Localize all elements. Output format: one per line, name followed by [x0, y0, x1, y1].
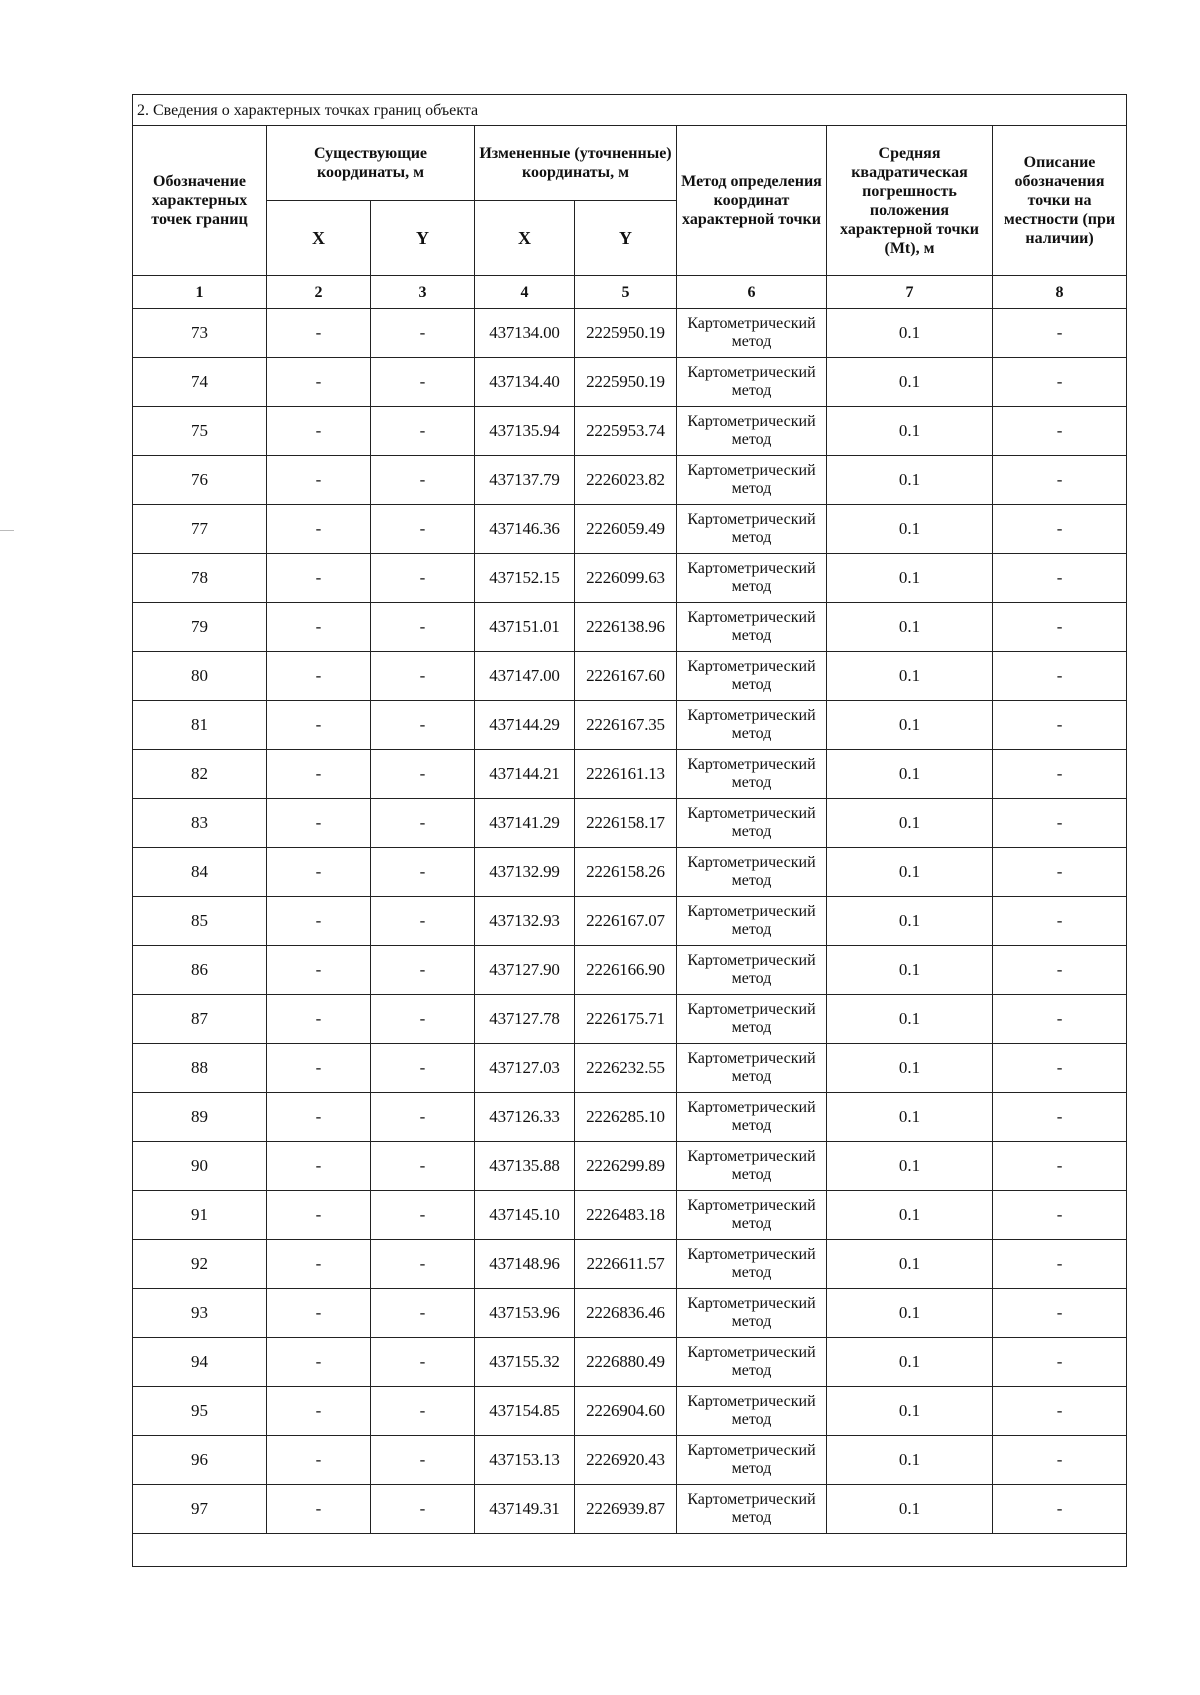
- description-cell: -: [993, 1436, 1127, 1485]
- changed-x-cell: 437148.96: [475, 1240, 575, 1289]
- changed-y-cell: 2226161.13: [575, 750, 677, 799]
- error-cell: 0.1: [827, 505, 993, 554]
- header-point-designation: Обозначение характерных точек границ: [133, 126, 267, 276]
- error-cell: 0.1: [827, 1387, 993, 1436]
- changed-x-cell: 437137.79: [475, 456, 575, 505]
- error-cell: 0.1: [827, 652, 993, 701]
- existing-y-cell: -: [371, 1191, 475, 1240]
- error-cell: 0.1: [827, 554, 993, 603]
- changed-y-cell: 2226299.89: [575, 1142, 677, 1191]
- existing-x-cell: -: [267, 946, 371, 995]
- changed-x-cell: 437132.99: [475, 848, 575, 897]
- method-cell: Картометрический метод: [677, 554, 827, 603]
- point-id-cell: 93: [133, 1289, 267, 1338]
- table-row: [133, 1191, 1127, 1240]
- existing-y-cell: -: [371, 1436, 475, 1485]
- changed-y-cell: 2226836.46: [575, 1289, 677, 1338]
- error-cell: 0.1: [827, 358, 993, 407]
- existing-y-cell: -: [371, 358, 475, 407]
- method-cell: Картометрический метод: [677, 1093, 827, 1142]
- method-cell: Картометрический метод: [677, 1142, 827, 1191]
- table-row: [133, 456, 1127, 505]
- changed-x-cell: 437149.31: [475, 1485, 575, 1534]
- method-cell: Картометрический метод: [677, 456, 827, 505]
- existing-y-cell: -: [371, 407, 475, 456]
- existing-y-cell: -: [371, 554, 475, 603]
- point-id-cell: 75: [133, 407, 267, 456]
- point-id-cell: 78: [133, 554, 267, 603]
- changed-x-cell: 437134.00: [475, 309, 575, 358]
- description-cell: -: [993, 750, 1127, 799]
- table-row: [133, 1338, 1127, 1387]
- error-cell: 0.1: [827, 701, 993, 750]
- boundary-points-table: [132, 94, 1127, 1567]
- method-cell: Картометрический метод: [677, 1436, 827, 1485]
- point-id-cell: 77: [133, 505, 267, 554]
- table-row: [133, 946, 1127, 995]
- description-cell: -: [993, 1191, 1127, 1240]
- existing-y-cell: -: [371, 799, 475, 848]
- table-caption: 2. Сведения о характерных точках границ объекта: [133, 95, 1127, 126]
- point-id-cell: 81: [133, 701, 267, 750]
- existing-y-cell: -: [371, 946, 475, 995]
- existing-x-cell: -: [267, 1485, 371, 1534]
- point-id-cell: 83: [133, 799, 267, 848]
- method-cell: Картометрический метод: [677, 1289, 827, 1338]
- existing-x-cell: -: [267, 848, 371, 897]
- existing-x-cell: -: [267, 603, 371, 652]
- table-row: [133, 1044, 1127, 1093]
- description-cell: -: [993, 652, 1127, 701]
- point-id-cell: 76: [133, 456, 267, 505]
- method-cell: Картометрический метод: [677, 407, 827, 456]
- existing-x-cell: -: [267, 995, 371, 1044]
- changed-y-cell: 2226059.49: [575, 505, 677, 554]
- table-row: [133, 407, 1127, 456]
- method-cell: Картометрический метод: [677, 358, 827, 407]
- method-cell: Картометрический метод: [677, 701, 827, 750]
- changed-x-cell: 437127.90: [475, 946, 575, 995]
- table-row: [133, 1142, 1127, 1191]
- changed-y-cell: 2226611.57: [575, 1240, 677, 1289]
- table-row: [133, 309, 1127, 358]
- description-cell: -: [993, 1240, 1127, 1289]
- description-cell: -: [993, 407, 1127, 456]
- existing-x-cell: -: [267, 897, 371, 946]
- point-id-cell: 85: [133, 897, 267, 946]
- error-cell: 0.1: [827, 1240, 993, 1289]
- changed-y-cell: 2226167.60: [575, 652, 677, 701]
- column-number: 6: [677, 276, 827, 309]
- description-cell: -: [993, 1142, 1127, 1191]
- method-cell: Картометрический метод: [677, 603, 827, 652]
- changed-y-cell: 2226158.26: [575, 848, 677, 897]
- description-cell: -: [993, 1289, 1127, 1338]
- point-id-cell: 90: [133, 1142, 267, 1191]
- method-cell: Картометрический метод: [677, 799, 827, 848]
- changed-x-cell: 437154.85: [475, 1387, 575, 1436]
- changed-y-cell: 2226285.10: [575, 1093, 677, 1142]
- method-cell: Картометрический метод: [677, 505, 827, 554]
- changed-y-cell: 2226904.60: [575, 1387, 677, 1436]
- description-cell: -: [993, 554, 1127, 603]
- changed-y-cell: 2226167.35: [575, 701, 677, 750]
- description-cell: -: [993, 1387, 1127, 1436]
- header-changed-x: X: [475, 201, 575, 276]
- existing-y-cell: -: [371, 652, 475, 701]
- description-cell: -: [993, 358, 1127, 407]
- changed-y-cell: 2226138.96: [575, 603, 677, 652]
- method-cell: Картометрический метод: [677, 1240, 827, 1289]
- header-description: Описание обозначения точки на местности (при наличии): [993, 126, 1127, 276]
- table-row: [133, 1240, 1127, 1289]
- changed-y-cell: 2226023.82: [575, 456, 677, 505]
- method-cell: Картометрический метод: [677, 848, 827, 897]
- description-cell: -: [993, 456, 1127, 505]
- error-cell: 0.1: [827, 946, 993, 995]
- existing-y-cell: -: [371, 750, 475, 799]
- changed-x-cell: 437151.01: [475, 603, 575, 652]
- point-id-cell: 80: [133, 652, 267, 701]
- changed-x-cell: 437135.94: [475, 407, 575, 456]
- point-id-cell: 97: [133, 1485, 267, 1534]
- point-id-cell: 91: [133, 1191, 267, 1240]
- table-row: [133, 1093, 1127, 1142]
- table-row: [133, 554, 1127, 603]
- point-id-cell: 84: [133, 848, 267, 897]
- column-number: 7: [827, 276, 993, 309]
- description-cell: -: [993, 799, 1127, 848]
- changed-x-cell: 437127.03: [475, 1044, 575, 1093]
- point-id-cell: 92: [133, 1240, 267, 1289]
- existing-x-cell: -: [267, 1142, 371, 1191]
- table-body: [133, 309, 1127, 1534]
- changed-y-cell: 2226158.17: [575, 799, 677, 848]
- existing-x-cell: -: [267, 358, 371, 407]
- existing-x-cell: -: [267, 652, 371, 701]
- existing-y-cell: -: [371, 848, 475, 897]
- point-id-cell: 74: [133, 358, 267, 407]
- error-cell: 0.1: [827, 1191, 993, 1240]
- point-id-cell: 95: [133, 1387, 267, 1436]
- description-cell: -: [993, 1044, 1127, 1093]
- point-id-cell: 73: [133, 309, 267, 358]
- point-id-cell: 96: [133, 1436, 267, 1485]
- point-id-cell: 82: [133, 750, 267, 799]
- point-id-cell: 87: [133, 995, 267, 1044]
- existing-y-cell: -: [371, 456, 475, 505]
- error-cell: 0.1: [827, 848, 993, 897]
- error-cell: 0.1: [827, 799, 993, 848]
- existing-x-cell: -: [267, 1044, 371, 1093]
- table-row: [133, 1387, 1127, 1436]
- changed-y-cell: 2226920.43: [575, 1436, 677, 1485]
- changed-y-cell: 2225950.19: [575, 358, 677, 407]
- column-numbers-row: [133, 276, 1127, 309]
- header-changed-coordinates: Измененные (уточненные) координаты, м: [475, 126, 677, 201]
- existing-y-cell: -: [371, 1338, 475, 1387]
- existing-x-cell: -: [267, 750, 371, 799]
- table-row: [133, 701, 1127, 750]
- changed-x-cell: 437147.00: [475, 652, 575, 701]
- header-existing-y: Y: [371, 201, 475, 276]
- point-id-cell: 94: [133, 1338, 267, 1387]
- table-row: [133, 652, 1127, 701]
- method-cell: Картометрический метод: [677, 309, 827, 358]
- column-number: 1: [133, 276, 267, 309]
- description-cell: -: [993, 603, 1127, 652]
- changed-x-cell: 437132.93: [475, 897, 575, 946]
- changed-x-cell: 437152.15: [475, 554, 575, 603]
- existing-y-cell: -: [371, 1485, 475, 1534]
- table-row: [133, 897, 1127, 946]
- column-number: 2: [267, 276, 371, 309]
- error-cell: 0.1: [827, 1485, 993, 1534]
- table-row: [133, 358, 1127, 407]
- existing-x-cell: -: [267, 554, 371, 603]
- existing-x-cell: -: [267, 1387, 371, 1436]
- existing-x-cell: -: [267, 505, 371, 554]
- existing-x-cell: -: [267, 701, 371, 750]
- error-cell: 0.1: [827, 750, 993, 799]
- error-cell: 0.1: [827, 1044, 993, 1093]
- method-cell: Картометрический метод: [677, 652, 827, 701]
- error-cell: 0.1: [827, 1289, 993, 1338]
- column-number: 5: [575, 276, 677, 309]
- changed-x-cell: 437126.33: [475, 1093, 575, 1142]
- point-id-cell: 89: [133, 1093, 267, 1142]
- header-existing-x: X: [267, 201, 371, 276]
- method-cell: Картометрический метод: [677, 897, 827, 946]
- table-row: [133, 995, 1127, 1044]
- description-cell: -: [993, 897, 1127, 946]
- existing-x-cell: -: [267, 309, 371, 358]
- existing-x-cell: -: [267, 1338, 371, 1387]
- table-row: [133, 1289, 1127, 1338]
- point-id-cell: 86: [133, 946, 267, 995]
- existing-y-cell: -: [371, 995, 475, 1044]
- empty-footer-row: [133, 1534, 1127, 1567]
- error-cell: 0.1: [827, 995, 993, 1044]
- existing-y-cell: -: [371, 1093, 475, 1142]
- changed-x-cell: 437134.40: [475, 358, 575, 407]
- method-cell: Картометрический метод: [677, 1191, 827, 1240]
- description-cell: -: [993, 309, 1127, 358]
- changed-y-cell: 2226939.87: [575, 1485, 677, 1534]
- changed-x-cell: 437153.96: [475, 1289, 575, 1338]
- changed-y-cell: 2225950.19: [575, 309, 677, 358]
- changed-y-cell: 2226166.90: [575, 946, 677, 995]
- table-row: [133, 750, 1127, 799]
- method-cell: Картометрический метод: [677, 946, 827, 995]
- method-cell: Картометрический метод: [677, 1485, 827, 1534]
- changed-y-cell: 2226099.63: [575, 554, 677, 603]
- existing-y-cell: -: [371, 1240, 475, 1289]
- existing-x-cell: -: [267, 407, 371, 456]
- description-cell: -: [993, 946, 1127, 995]
- point-id-cell: 88: [133, 1044, 267, 1093]
- error-cell: 0.1: [827, 1436, 993, 1485]
- description-cell: -: [993, 505, 1127, 554]
- header-method: Метод определения координат характерной точки: [677, 126, 827, 276]
- description-cell: -: [993, 995, 1127, 1044]
- header-error: Средняя квадратическая погрешность положения характерной точки (Mt), м: [827, 126, 993, 276]
- changed-y-cell: 2226167.07: [575, 897, 677, 946]
- existing-x-cell: -: [267, 456, 371, 505]
- existing-y-cell: -: [371, 1387, 475, 1436]
- table-row: [133, 603, 1127, 652]
- method-cell: Картометрический метод: [677, 1044, 827, 1093]
- error-cell: 0.1: [827, 309, 993, 358]
- header-existing-coordinates: Существующие координаты, м: [267, 126, 475, 201]
- error-cell: 0.1: [827, 1142, 993, 1191]
- table-row: [133, 1436, 1127, 1485]
- existing-y-cell: -: [371, 505, 475, 554]
- existing-y-cell: -: [371, 1142, 475, 1191]
- header-changed-y: Y: [575, 201, 677, 276]
- column-number: 4: [475, 276, 575, 309]
- existing-y-cell: -: [371, 309, 475, 358]
- changed-x-cell: 437144.29: [475, 701, 575, 750]
- existing-x-cell: -: [267, 799, 371, 848]
- table-row: [133, 1485, 1127, 1534]
- column-number: 8: [993, 276, 1127, 309]
- changed-x-cell: 437153.13: [475, 1436, 575, 1485]
- error-cell: 0.1: [827, 456, 993, 505]
- changed-x-cell: 437145.10: [475, 1191, 575, 1240]
- method-cell: Картометрический метод: [677, 750, 827, 799]
- existing-y-cell: -: [371, 897, 475, 946]
- changed-y-cell: 2226175.71: [575, 995, 677, 1044]
- changed-y-cell: 2226232.55: [575, 1044, 677, 1093]
- changed-y-cell: 2225953.74: [575, 407, 677, 456]
- table-row: [133, 505, 1127, 554]
- existing-x-cell: -: [267, 1191, 371, 1240]
- point-id-cell: 79: [133, 603, 267, 652]
- description-cell: -: [993, 1093, 1127, 1142]
- table-row: [133, 848, 1127, 897]
- error-cell: 0.1: [827, 407, 993, 456]
- existing-y-cell: -: [371, 701, 475, 750]
- changed-y-cell: 2226880.49: [575, 1338, 677, 1387]
- empty-cell: [133, 1534, 1127, 1567]
- changed-y-cell: 2226483.18: [575, 1191, 677, 1240]
- method-cell: Картометрический метод: [677, 1338, 827, 1387]
- table-row: [133, 799, 1127, 848]
- method-cell: Картометрический метод: [677, 995, 827, 1044]
- existing-y-cell: -: [371, 603, 475, 652]
- changed-x-cell: 437135.88: [475, 1142, 575, 1191]
- existing-x-cell: -: [267, 1436, 371, 1485]
- existing-x-cell: -: [267, 1240, 371, 1289]
- description-cell: -: [993, 701, 1127, 750]
- scan-mark: [0, 530, 14, 531]
- existing-x-cell: -: [267, 1093, 371, 1142]
- changed-x-cell: 437146.36: [475, 505, 575, 554]
- error-cell: 0.1: [827, 1093, 993, 1142]
- document-sheet: [132, 94, 1126, 1567]
- error-cell: 0.1: [827, 1338, 993, 1387]
- description-cell: -: [993, 1485, 1127, 1534]
- existing-x-cell: -: [267, 1289, 371, 1338]
- method-cell: Картометрический метод: [677, 1387, 827, 1436]
- column-number: 3: [371, 276, 475, 309]
- changed-x-cell: 437144.21: [475, 750, 575, 799]
- existing-y-cell: -: [371, 1289, 475, 1338]
- changed-x-cell: 437141.29: [475, 799, 575, 848]
- description-cell: -: [993, 848, 1127, 897]
- changed-x-cell: 437127.78: [475, 995, 575, 1044]
- existing-y-cell: -: [371, 1044, 475, 1093]
- error-cell: 0.1: [827, 897, 993, 946]
- error-cell: 0.1: [827, 603, 993, 652]
- changed-x-cell: 437155.32: [475, 1338, 575, 1387]
- description-cell: -: [993, 1338, 1127, 1387]
